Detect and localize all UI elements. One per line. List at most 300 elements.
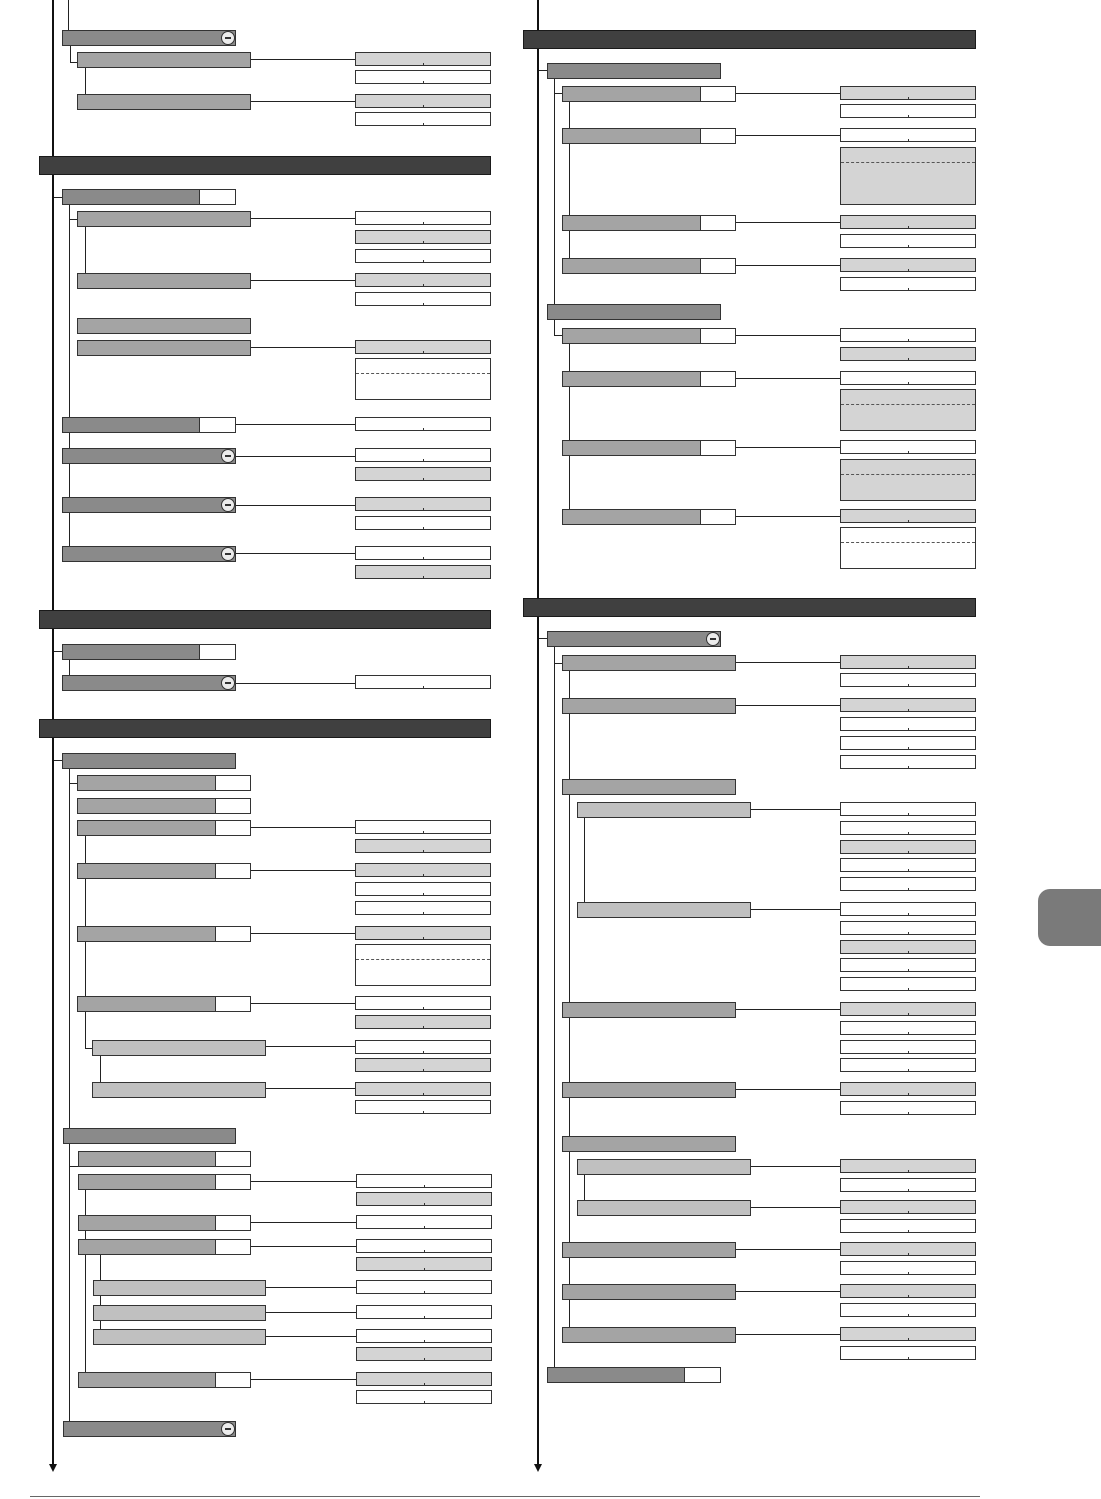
submenu-item-bar	[562, 698, 736, 714]
connector-line	[68, 0, 69, 30]
setting-divider-tick	[908, 913, 909, 916]
setting-divider-tick	[908, 382, 909, 385]
setting-divider-tick	[424, 1316, 425, 1319]
connector-line	[251, 1003, 355, 1004]
setting-divider-tick	[908, 520, 909, 523]
setting-divider-tick	[423, 284, 424, 287]
connector-line	[251, 218, 355, 219]
connector-line	[751, 909, 840, 910]
connector-line	[236, 553, 355, 554]
connector-line	[266, 1088, 355, 1089]
connector-line	[736, 222, 840, 223]
submenu-item-bar	[577, 802, 751, 818]
setting-value-box	[840, 940, 976, 954]
submenu-item-bar	[78, 1372, 251, 1388]
connector-line	[554, 647, 555, 1367]
setting-value-box	[840, 1261, 976, 1275]
connector-line	[554, 79, 555, 335]
setting-value-box	[356, 1347, 492, 1361]
connector-line	[569, 671, 570, 1331]
setting-value-box	[840, 1219, 976, 1233]
setting-value-box	[355, 230, 491, 244]
submenu-item-bar	[562, 779, 736, 795]
menu-item-setting-cell	[700, 372, 735, 386]
setting-divider-tick	[908, 451, 909, 454]
menu-item-setting-cell	[684, 1368, 720, 1382]
setting-divider-tick	[908, 813, 909, 816]
setting-value-box	[840, 673, 976, 687]
connector-line	[736, 516, 840, 517]
connector-line	[751, 809, 840, 810]
setting-value-box	[355, 112, 491, 126]
setting-value-box	[840, 1327, 976, 1341]
setting-divider-tick	[908, 888, 909, 891]
setting-divider-tick	[908, 1093, 909, 1096]
connector-line	[70, 1166, 78, 1167]
circle-minus-icon	[221, 547, 235, 561]
submenu-item-bar	[562, 440, 736, 456]
setting-divider-tick	[908, 728, 909, 731]
connector-line	[736, 447, 840, 448]
submenu-item-bar	[77, 52, 251, 68]
setting-divider-tick	[908, 1112, 909, 1115]
setting-divider-tick	[423, 1111, 424, 1114]
setting-divider-tick	[908, 1051, 909, 1054]
setting-divider-tick	[424, 1268, 425, 1271]
setting-value-box	[840, 802, 976, 816]
connector-line	[736, 135, 840, 136]
setting-divider-tick	[908, 288, 909, 291]
setting-divider-tick	[908, 666, 909, 669]
menu-item-setting-cell	[215, 1240, 250, 1254]
down-arrow-icon	[49, 1464, 57, 1472]
setting-value-box	[840, 328, 976, 342]
setting-divider-tick	[908, 1230, 909, 1233]
setting-value-box	[840, 877, 976, 891]
connector-line	[736, 93, 840, 94]
connector-line	[736, 662, 840, 663]
submenu-item-bar	[77, 820, 251, 836]
connector-line	[736, 265, 840, 266]
setting-value-box	[355, 839, 491, 853]
submenu-item-bar	[93, 1329, 266, 1345]
connector-line	[251, 933, 355, 934]
setting-divider-tick	[908, 339, 909, 342]
setting-value-box	[840, 1346, 976, 1360]
submenu-item-bar	[577, 1200, 751, 1216]
connector-line	[236, 456, 355, 457]
setting-value-box	[840, 736, 976, 750]
setting-divider-tick	[424, 1250, 425, 1253]
setting-divider-tick	[908, 269, 909, 272]
setting-divider-tick	[424, 1358, 425, 1361]
setting-divider-tick	[908, 245, 909, 248]
submenu-item-bar	[562, 1136, 736, 1152]
setting-divider-tick	[423, 428, 424, 431]
setting-divider-tick	[424, 1291, 425, 1294]
setting-value-box	[840, 858, 976, 872]
setting-divider-tick	[423, 303, 424, 306]
main-flow-line	[537, 0, 539, 1465]
setting-divider-tick	[908, 1032, 909, 1035]
menu-item-setting-cell	[700, 441, 735, 455]
setting-value-box	[840, 1200, 976, 1214]
submenu-item-bar	[562, 215, 736, 231]
submenu-item-bar	[77, 94, 251, 110]
connector-line	[554, 93, 562, 94]
setting-value-box	[840, 86, 976, 100]
connector-line	[251, 1379, 356, 1380]
setting-value-box	[355, 820, 491, 834]
connector-line	[736, 1009, 840, 1010]
setting-value-box	[840, 1101, 976, 1115]
setting-divider-tick	[423, 912, 424, 915]
setting-value-box	[355, 1100, 491, 1114]
setting-value-box	[840, 1284, 976, 1298]
setting-value-box	[840, 1040, 976, 1054]
submenu-item-bar	[77, 211, 251, 227]
setting-divider-tick	[908, 1253, 909, 1256]
connector-line	[100, 1056, 101, 1082]
submenu-item-bar	[77, 273, 251, 289]
setting-value-box	[355, 996, 491, 1010]
setting-divider-tick	[423, 241, 424, 244]
connector-line	[251, 280, 355, 281]
setting-divider-tick	[424, 1203, 425, 1206]
setting-divider-tick	[424, 1340, 425, 1343]
setting-value-box	[840, 1021, 976, 1035]
setting-value-box	[840, 1002, 976, 1016]
setting-value-box	[356, 1390, 492, 1404]
menu-item-bar	[62, 189, 236, 205]
setting-value-box	[840, 958, 976, 972]
setting-divider-tick	[423, 1093, 424, 1096]
submenu-item-bar	[78, 1174, 251, 1190]
setting-divider-tick	[908, 851, 909, 854]
setting-value-box	[840, 509, 976, 523]
connector-line	[54, 197, 62, 198]
setting-value-box	[355, 546, 491, 560]
setting-value-box	[356, 1329, 492, 1343]
setting-divider-tick	[423, 1007, 424, 1010]
setting-value-box	[355, 497, 491, 511]
connector-line	[736, 335, 840, 336]
menu-item-setting-cell	[215, 927, 250, 941]
setting-value-box	[355, 1082, 491, 1096]
section-header-bar	[39, 610, 491, 629]
connector-line	[266, 1046, 355, 1047]
setting-divider-tick	[908, 1295, 909, 1298]
connector-line	[736, 378, 840, 379]
setting-divider-tick	[908, 869, 909, 872]
menu-item-setting-cell	[700, 129, 735, 143]
menu-item-setting-cell	[215, 997, 250, 1011]
setting-value-box	[840, 655, 976, 669]
setting-value-box	[840, 1058, 976, 1072]
submenu-item-bar	[562, 1002, 736, 1018]
connector-line	[736, 1089, 840, 1090]
setting-value-box	[840, 371, 976, 385]
submenu-item-bar	[577, 902, 751, 918]
connector-line	[251, 1222, 356, 1223]
setting-value-box	[840, 258, 976, 272]
submenu-item-bar	[78, 1215, 251, 1231]
circle-minus-icon	[221, 31, 235, 45]
setting-divider-tick	[424, 1226, 425, 1229]
connector-line	[69, 783, 77, 784]
menu-item-setting-cell	[199, 190, 235, 204]
connector-line	[70, 46, 71, 62]
setting-value-box	[840, 459, 976, 501]
connector-line	[554, 663, 562, 664]
submenu-item-bar	[562, 371, 736, 387]
menu-item-bar	[62, 546, 236, 562]
submenu-item-bar	[78, 1239, 251, 1255]
setting-divider-tick	[908, 97, 909, 100]
setting-divider-tick	[424, 1185, 425, 1188]
setting-divider-tick	[908, 358, 909, 361]
setting-divider-tick	[908, 1314, 909, 1317]
connector-line	[251, 347, 355, 348]
submenu-item-bar	[77, 340, 251, 356]
setting-value-box	[355, 249, 491, 263]
setting-value-box	[840, 977, 976, 991]
connector-line	[251, 870, 355, 871]
setting-value-box	[840, 755, 976, 769]
menu-item-bar	[547, 304, 721, 320]
setting-value-box	[355, 944, 491, 986]
setting-value-box	[355, 448, 491, 462]
section-header-bar	[39, 156, 491, 175]
connector-line	[751, 1207, 840, 1208]
connector-line	[751, 1166, 840, 1167]
connector-line	[266, 1336, 356, 1337]
connector-line	[584, 818, 585, 908]
circle-minus-icon	[221, 498, 235, 512]
circle-minus-icon	[221, 449, 235, 463]
setting-divider-tick	[423, 893, 424, 896]
setting-divider-tick	[908, 684, 909, 687]
setting-divider-tick	[908, 1069, 909, 1072]
menu-item-bar	[63, 1421, 236, 1437]
menu-item-setting-cell	[215, 1152, 250, 1166]
menu-item-setting-cell	[700, 329, 735, 343]
connector-line	[236, 505, 355, 506]
setting-divider-tick	[423, 831, 424, 834]
setting-divider-tick	[423, 123, 424, 126]
menu-item-bar	[62, 497, 236, 513]
setting-divider-tick	[908, 951, 909, 954]
connector-line	[539, 638, 547, 639]
setting-divider-tick	[424, 1401, 425, 1404]
menu-item-setting-cell	[215, 864, 250, 878]
setting-value-box	[840, 440, 976, 454]
menu-item-setting-cell	[215, 776, 250, 790]
connector-line	[584, 1175, 585, 1201]
connector-line	[69, 219, 77, 220]
setting-divider-tick	[908, 747, 909, 750]
setting-divider-tick	[423, 459, 424, 462]
setting-value-box	[355, 211, 491, 225]
menu-item-bar	[547, 1367, 721, 1383]
setting-divider-tick	[423, 260, 424, 263]
setting-value-box	[355, 1015, 491, 1029]
setting-divider-tick	[423, 527, 424, 530]
setting-value-box	[840, 234, 976, 248]
setting-divider-tick	[423, 351, 424, 354]
connector-line	[251, 1181, 356, 1182]
setting-divider-tick	[908, 115, 909, 118]
connector-line	[236, 683, 355, 684]
setting-value-box	[840, 717, 976, 731]
menu-item-bar	[62, 675, 236, 691]
submenu-item-bar	[562, 128, 736, 144]
setting-value-box	[355, 467, 491, 481]
section-header-bar	[523, 598, 976, 617]
setting-value-box	[840, 277, 976, 291]
setting-value-box	[355, 926, 491, 940]
setting-value-box	[355, 863, 491, 877]
setting-value-box	[355, 901, 491, 915]
setting-value-box	[355, 292, 491, 306]
connector-line	[736, 1334, 840, 1335]
menu-item-setting-cell	[215, 821, 250, 835]
setting-value-box	[840, 821, 976, 835]
submenu-item-bar	[77, 798, 251, 814]
setting-value-box	[355, 358, 491, 400]
menu-item-bar	[62, 417, 236, 433]
circle-minus-icon	[706, 632, 720, 646]
setting-divider-tick	[908, 1170, 909, 1173]
submenu-item-bar	[77, 318, 251, 334]
setting-divider-tick	[423, 937, 424, 940]
setting-divider-tick	[423, 1026, 424, 1029]
connector-line	[251, 1246, 356, 1247]
setting-value-box	[355, 417, 491, 431]
setting-divider-tick	[908, 1338, 909, 1341]
connector-line	[251, 827, 355, 828]
setting-divider-tick	[908, 932, 909, 935]
setting-value-box	[355, 675, 491, 689]
connector-line	[54, 760, 62, 761]
setting-divider-tick	[423, 105, 424, 108]
menu-item-setting-cell	[215, 799, 250, 813]
setting-value-box	[840, 1178, 976, 1192]
connector-line	[736, 1291, 840, 1292]
setting-divider-tick	[908, 226, 909, 229]
connector-line	[266, 1312, 356, 1313]
setting-value-box	[355, 1058, 491, 1072]
setting-divider-tick	[423, 576, 424, 579]
menu-item-setting-cell	[700, 510, 735, 524]
setting-divider-tick	[908, 988, 909, 991]
connector-line	[85, 1012, 86, 1048]
submenu-item-bar	[77, 996, 251, 1012]
setting-value-box	[355, 565, 491, 579]
submenu-item-bar	[93, 1305, 266, 1321]
setting-divider-tick	[908, 1211, 909, 1214]
setting-divider-tick	[423, 81, 424, 84]
setting-value-box	[355, 882, 491, 896]
setting-divider-tick	[423, 686, 424, 689]
connector-line	[251, 101, 355, 102]
menu-item-bar	[62, 30, 236, 46]
setting-divider-tick	[424, 1383, 425, 1386]
setting-divider-tick	[908, 1357, 909, 1360]
setting-value-box	[355, 273, 491, 287]
setting-value-box	[840, 527, 976, 569]
setting-value-box	[840, 104, 976, 118]
connector-line	[236, 424, 355, 425]
setting-value-box	[356, 1280, 492, 1294]
submenu-item-bar	[562, 1082, 736, 1098]
setting-value-box	[840, 147, 976, 205]
setting-divider-tick	[908, 766, 909, 769]
connector-line	[266, 1287, 356, 1288]
setting-divider-tick	[423, 63, 424, 66]
setting-divider-tick	[908, 139, 909, 142]
submenu-item-bar	[77, 926, 251, 942]
section-header-bar	[39, 719, 491, 738]
setting-divider-tick	[423, 850, 424, 853]
setting-value-box	[355, 94, 491, 108]
setting-value-box	[356, 1257, 492, 1271]
setting-value-box	[840, 921, 976, 935]
setting-divider-tick	[908, 1189, 909, 1192]
setting-value-box	[840, 1082, 976, 1096]
setting-value-box	[355, 340, 491, 354]
setting-value-box	[840, 1159, 976, 1173]
setting-divider-tick	[908, 1272, 909, 1275]
menu-item-setting-cell	[700, 259, 735, 273]
setting-divider-tick	[908, 709, 909, 712]
setting-divider-tick	[908, 1013, 909, 1016]
submenu-item-bar	[562, 1284, 736, 1300]
submenu-item-bar	[562, 655, 736, 671]
setting-value-box	[355, 52, 491, 66]
setting-value-box	[840, 347, 976, 361]
menu-item-setting-cell	[215, 1216, 250, 1230]
footer-rule	[30, 1496, 980, 1497]
setting-value-box	[355, 516, 491, 530]
menu-item-setting-cell	[700, 87, 735, 101]
submenu-item-bar	[93, 1280, 266, 1296]
submenu-item-bar	[562, 1327, 736, 1343]
connector-line	[85, 1048, 92, 1049]
connector-line	[736, 1249, 840, 1250]
connector-line	[554, 335, 562, 336]
menu-item-bar	[547, 63, 721, 79]
setting-value-box	[356, 1192, 492, 1206]
submenu-item-bar	[562, 258, 736, 274]
submenu-item-bar	[562, 86, 736, 102]
submenu-item-bar	[562, 1242, 736, 1258]
submenu-item-bar	[92, 1040, 266, 1056]
setting-value-box	[356, 1215, 492, 1229]
connector-line	[569, 102, 570, 265]
setting-value-box	[840, 128, 976, 142]
connector-line	[539, 70, 547, 71]
setting-value-box	[840, 389, 976, 431]
submenu-item-bar	[78, 1151, 251, 1167]
setting-divider-tick	[423, 222, 424, 225]
setting-value-box	[356, 1372, 492, 1386]
menu-item-setting-cell	[700, 216, 735, 230]
setting-divider-tick	[908, 969, 909, 972]
setting-divider-tick	[423, 1051, 424, 1054]
setting-divider-tick	[423, 508, 424, 511]
menu-item-bar	[547, 631, 721, 647]
